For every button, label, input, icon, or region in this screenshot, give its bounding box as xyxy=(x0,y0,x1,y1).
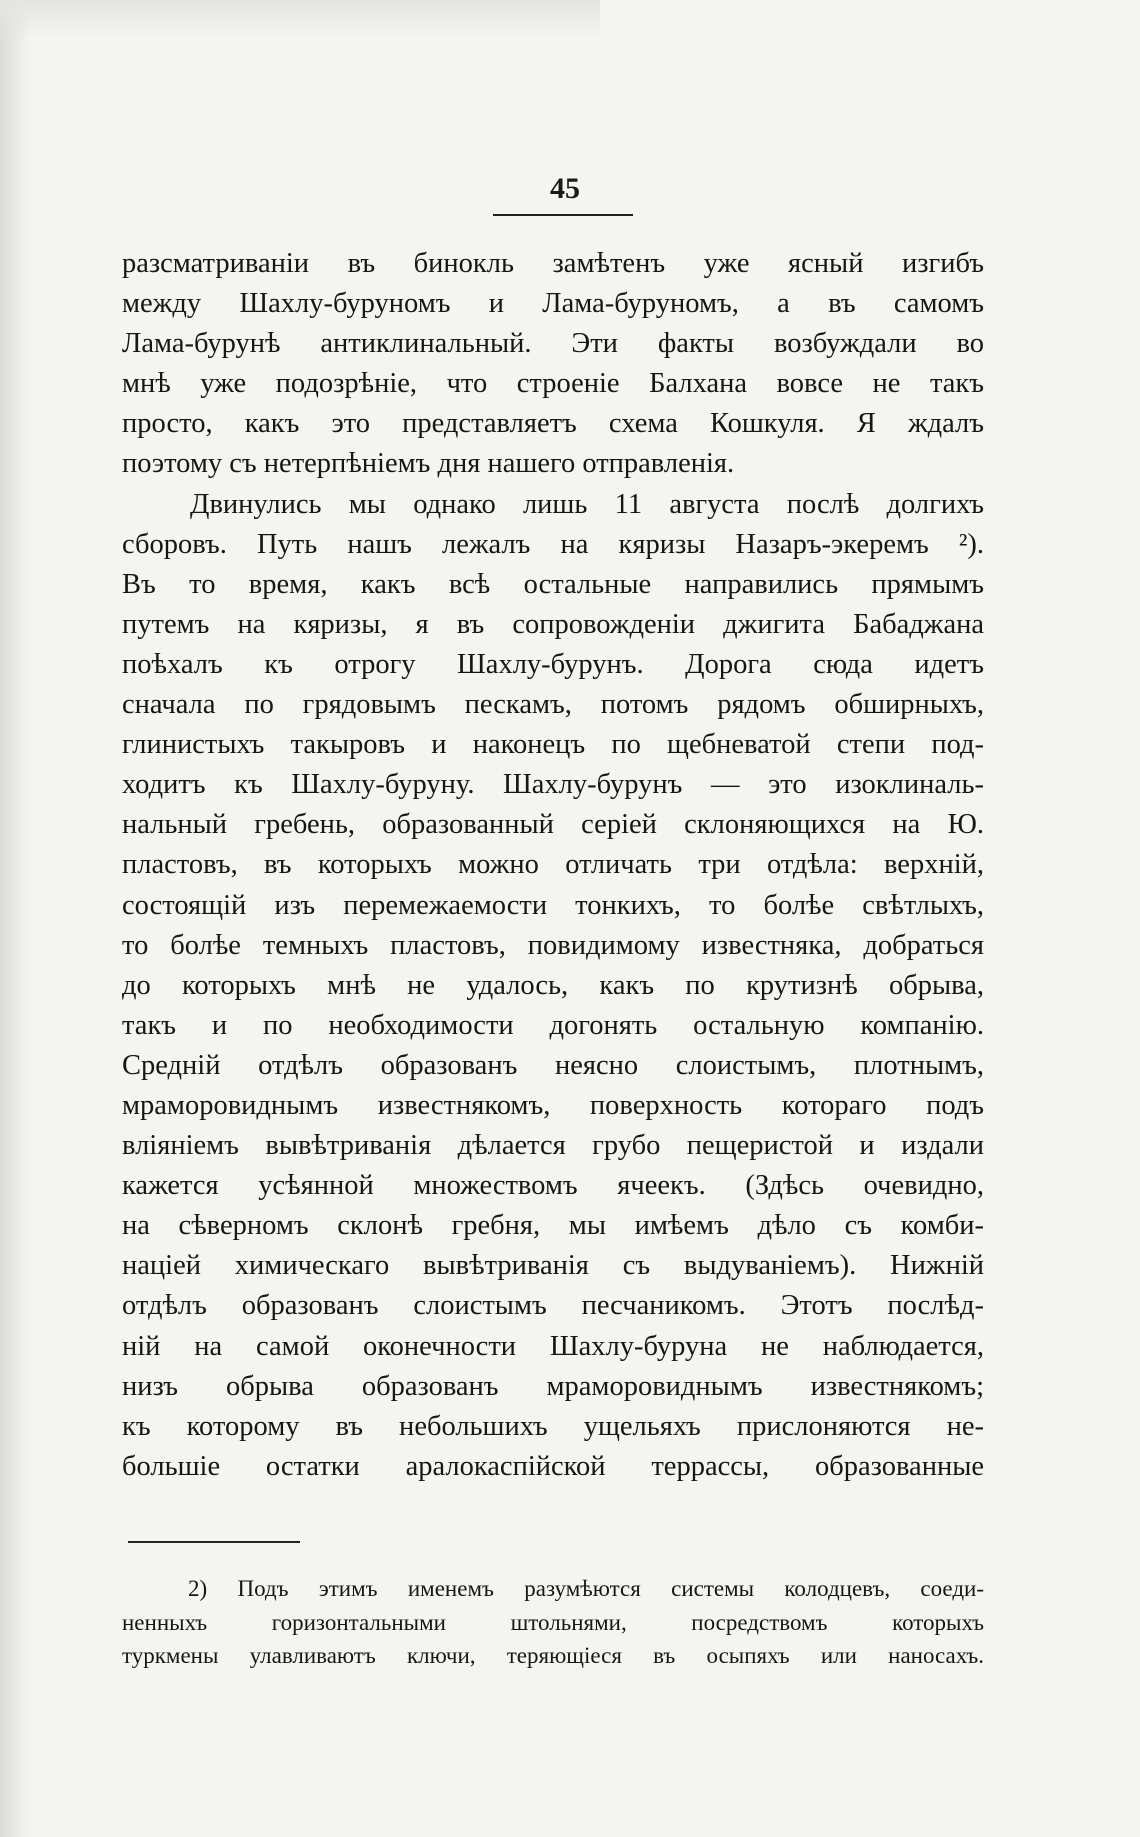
text-line: къ которому въ небольшихъ ущельяхъ прислоняются не- xyxy=(122,1410,984,1442)
text-line: разсматриваніи въ бинокль замѣтенъ уже ясный изгибъ xyxy=(122,248,984,279)
text-line: низъ обрыва образованъ мраморовиднымъ известнякомъ; xyxy=(122,1370,984,1402)
scan-shadow-left xyxy=(0,0,30,1837)
scan-shadow-top xyxy=(0,0,600,40)
text-line: такъ и по необходимости догонять остальную компанію. xyxy=(122,1009,984,1041)
text-line: на сѣверномъ склонѣ гребня, мы имѣемъ дѣло съ комби- xyxy=(122,1210,984,1242)
text-line: вліяніемъ вывѣтриванія дѣлается грубо пещеристой и издали xyxy=(122,1130,984,1162)
footnote-rule xyxy=(128,1541,300,1543)
footnote-line: туркмены улавливаютъ ключи, теряющіеся въ осыпяхъ или наносахъ. xyxy=(122,1643,984,1668)
text-line: поэтому съ нетерпѣніемъ дня нашего отправленія. xyxy=(122,448,735,480)
text-line: ходитъ къ Шахлу-буруну. Шахлу-бурунъ — это изоклиналь- xyxy=(122,769,984,801)
text-line: сборовъ. Путь нашъ лежалъ на кяризы Назаръ-экеремъ ²). xyxy=(122,528,984,560)
text-line: отдѣлъ образованъ слоистымъ песчаникомъ. Этотъ послѣд- xyxy=(122,1290,984,1322)
footnote xyxy=(122,1572,984,1673)
footnote-line: ненныхъ горизонтальными штольнями, посредствомъ которыхъ xyxy=(122,1609,984,1635)
text-line: Двинулись мы однако лишь 11 августа послѣ долгихъ xyxy=(190,488,984,520)
text-line: націей химическаго вывѣтриванія съ выдуваніемъ). Нижній xyxy=(122,1250,984,1282)
footnote-line: 2) Подъ этимъ именемъ разумѣются системы колодцевъ, соеди- xyxy=(188,1576,984,1601)
text-line: Въ то время, какъ всѣ остальные направились прямымъ xyxy=(122,568,984,600)
text-line: нальный гребень, образованный серіей склоняющихся на Ю. xyxy=(122,809,984,841)
body-text xyxy=(122,244,984,1487)
text-line: путемъ на кяризы, я въ сопровожденіи джигита Бабаджана xyxy=(122,608,984,640)
page-number: 45 xyxy=(550,172,580,205)
text-line: мраморовиднымъ известнякомъ, поверхность котораго подъ xyxy=(122,1089,984,1121)
text-line: большіе остатки аралокаспійской террассы, образованные xyxy=(122,1450,984,1482)
text-line: Лама-бурунѣ антиклинальный. Эти факты возбуждали во xyxy=(122,328,984,360)
text-line: глинистыхъ такыровъ и наконецъ по щебневатой степи под- xyxy=(122,729,984,761)
text-line: кажется усѣянной множествомъ ячеекъ. (Здѣсь очевидно, xyxy=(122,1170,984,1202)
text-line: Средній отдѣлъ образованъ неясно слоистымъ, плотнымъ, xyxy=(122,1049,984,1081)
text-line: до которыхъ мнѣ не удалось, какъ по крутизнѣ обрыва, xyxy=(122,969,984,1001)
text-line: сначала по грядовымъ пескамъ, потомъ рядомъ обширныхъ, xyxy=(122,689,984,721)
text-line: мнѣ уже подозрѣніе, что строеніе Балхана вовсе не такъ xyxy=(122,368,984,400)
text-line: просто, какъ это представляетъ схема Кошкуля. Я ждалъ xyxy=(122,408,984,440)
text-line: ній на самой оконечности Шахлу-буруна не наблюдается, xyxy=(122,1330,984,1362)
text-line: состоящій изъ перемежаемости тонкихъ, то болѣе свѣтлыхъ, xyxy=(122,889,984,921)
text-line: пластовъ, въ которыхъ можно отличать три отдѣла: верхній, xyxy=(122,849,984,881)
text-line: между Шахлу-буруномъ и Лама-буруномъ, а въ самомъ xyxy=(122,288,984,320)
text-line: то болѣе темныхъ пластовъ, повидимому известняка, добраться xyxy=(122,929,984,961)
page-number-rule xyxy=(493,214,633,216)
text-line: поѣхалъ къ отрогу Шахлу-бурунъ. Дорога сюда идетъ xyxy=(122,648,984,680)
